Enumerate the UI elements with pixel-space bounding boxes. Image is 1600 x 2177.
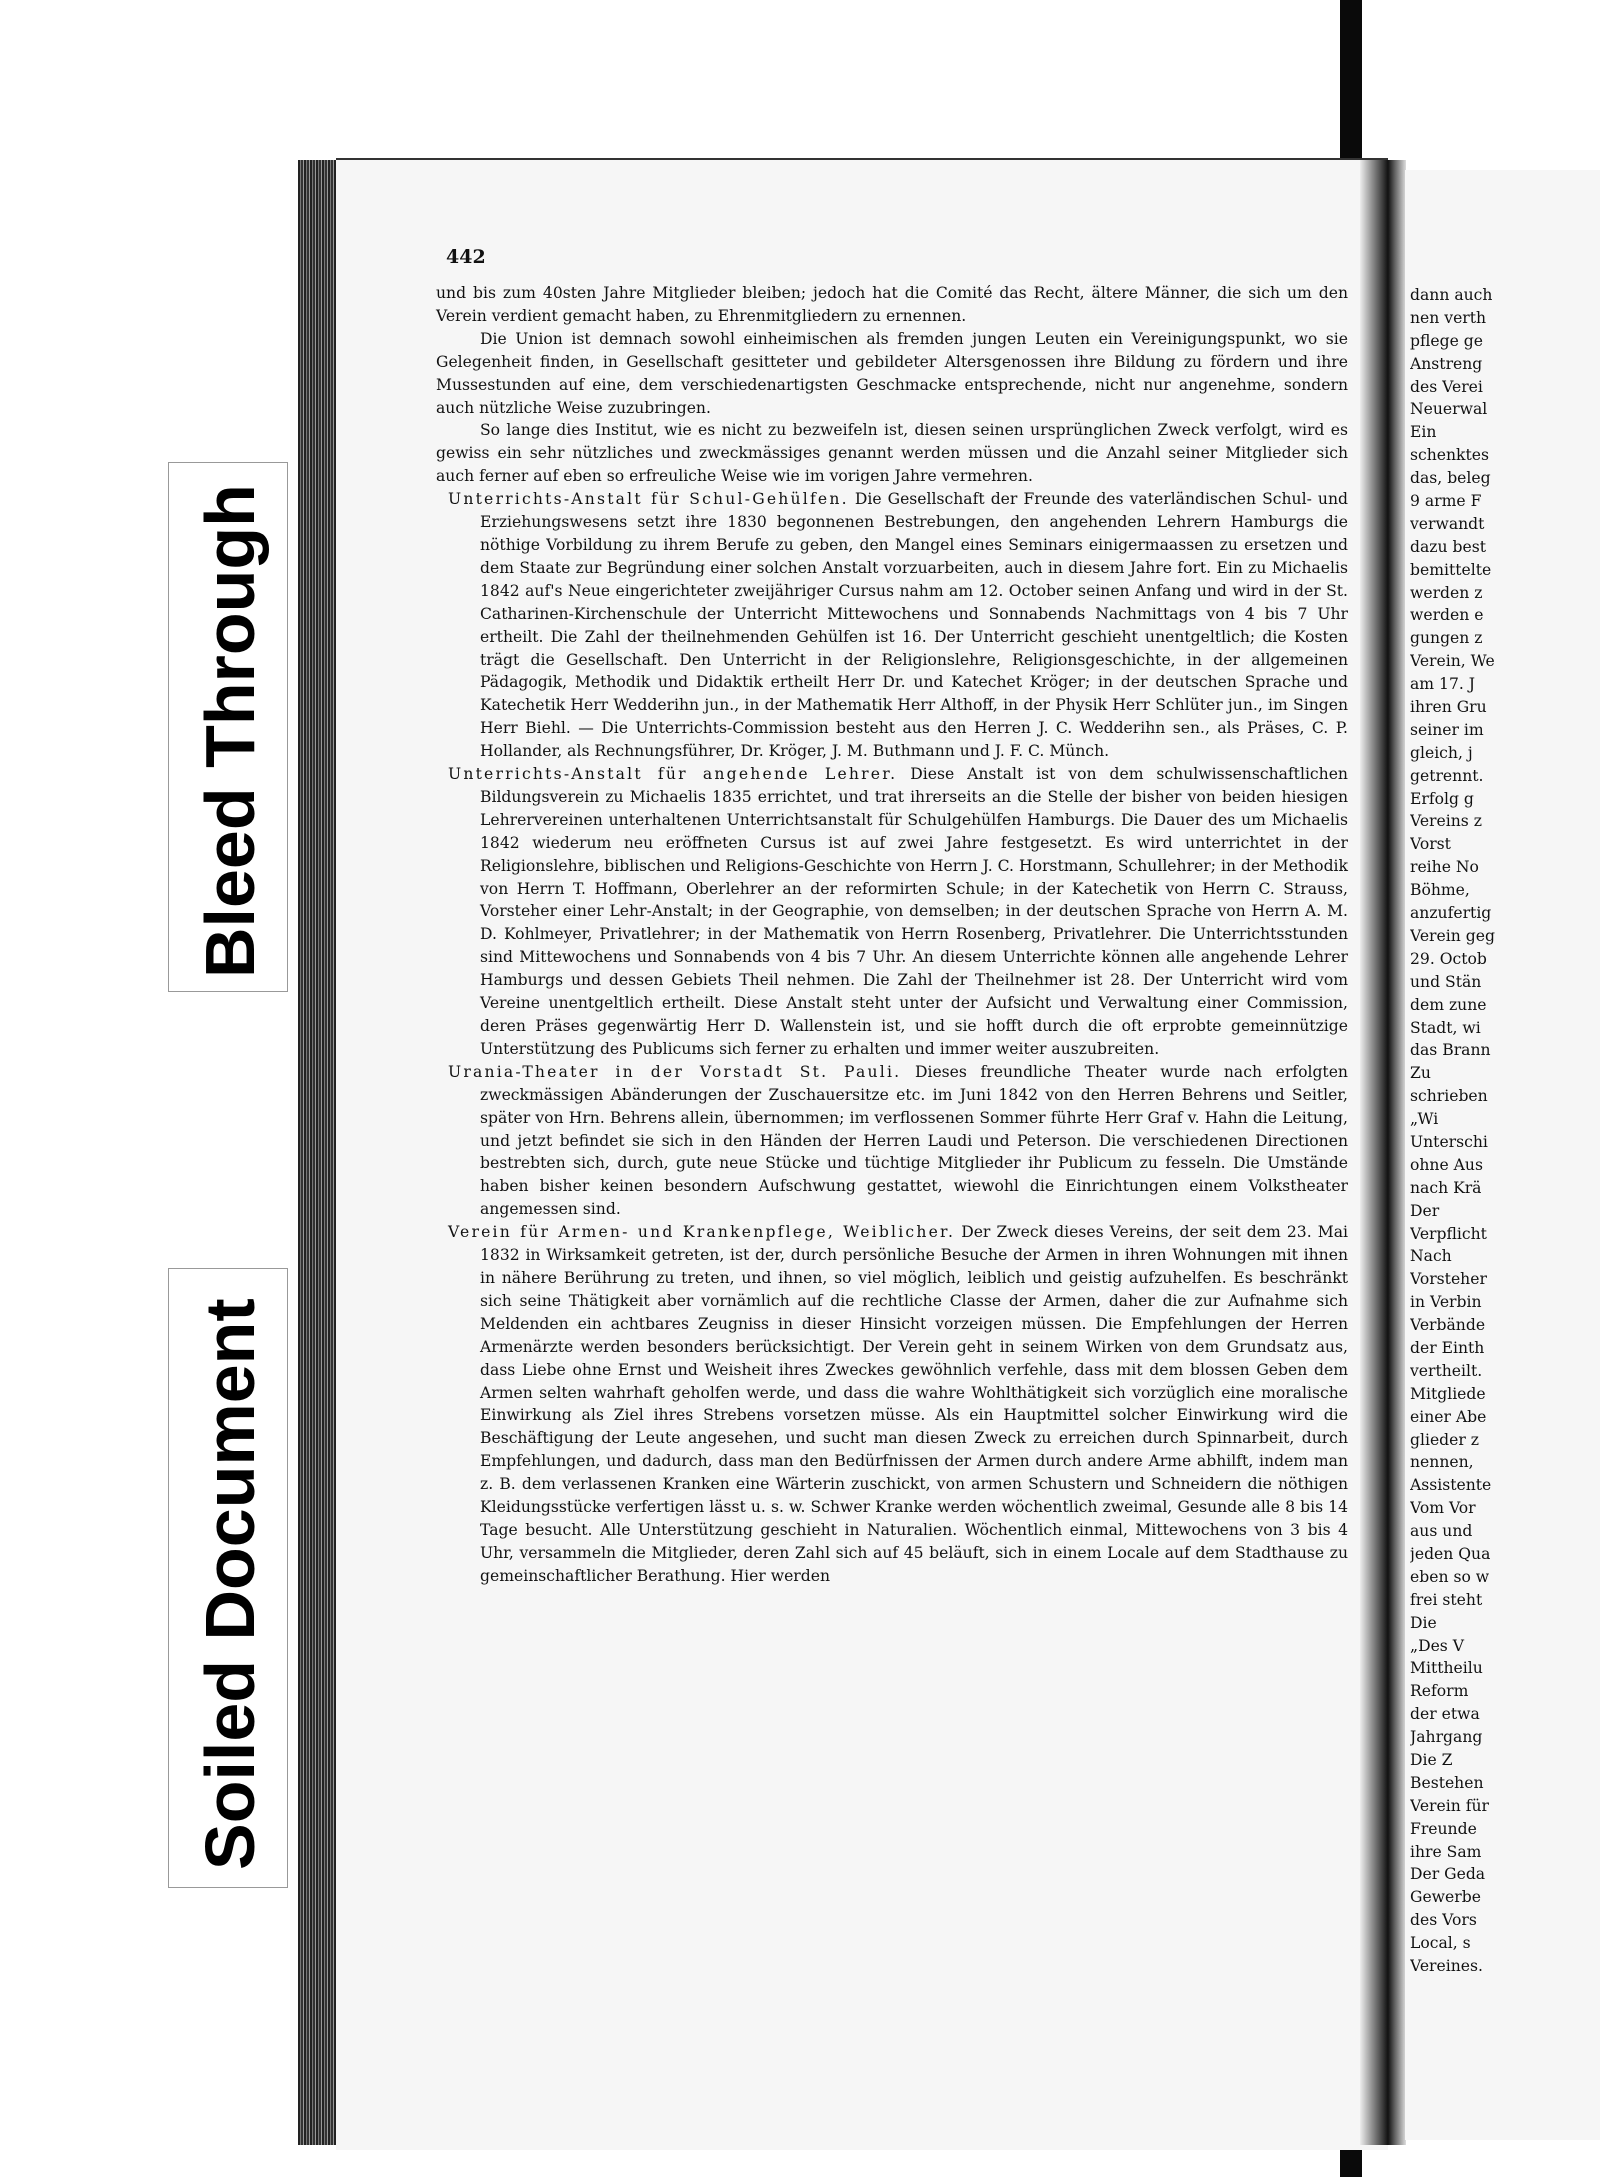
directory-entry bbox=[436, 488, 1348, 763]
facing-page-line: Verein für bbox=[1410, 1796, 1489, 1815]
facing-page-line: Neuerwal bbox=[1410, 400, 1488, 419]
entry-text: Diese Anstalt ist von dem schulwissenschaftlichen Bildungsverein zu Michaelis 1835 errichtet, und trat ihrerseits an die Stelle der bisher von beiden hiesigen Lehrervereinen unterhaltenen Unterrichtsanstalt für Schulgehülfen Hamburgs. Die Dauer des um Michaelis 1842 wiederum neu eröffneten Cursus ist auf zwei Jahre festgesetzt. Es wird unterrichtet in der Religionslehre, biblischen und Religions-Geschichte von Herrn J. C. Horstmann, Schullehrer; in der Methodik von Herrn T. Hoffmann, Oberlehrer an der reformirten Schule; in der Katechetik von Herrn C. Strauss, Vorsteher einer Lehr-Anstalt; in der Geographie, von demselben; in der deutschen Sprache von Herrn A. M. D. Kohlmeyer, Privatlehrer; in der Mathematik von Herrn Rosenberg, Privatlehrer. Die Unterrichtsstunden sind Mittewochens und Sonnabends von 4 bis 7 Uhr. An diesem Unterrichte können alle angehende Lehrer Hamburgs und dessen Gebiets Theil nehmen. Die Zahl der Theilnehmer ist 28. Der Unterricht wird vom Vereine unentgeltlich ertheilt. Diese Anstalt steht unter der Aufsicht und Verwaltung einer Commission, deren Präses gegenwärtig Herr D. Wallenstein ist, und sie hofft durch die oft erprobte gemeinnützige Unterstützung des Publicums sich ferner zu erhalten und immer weiter auszubreiten. bbox=[480, 765, 1348, 1058]
page-body-text bbox=[436, 282, 1348, 1588]
facing-page-line: Unterschi bbox=[1410, 1132, 1488, 1151]
facing-page-line: nen verth bbox=[1410, 308, 1487, 327]
facing-page-line: 9 arme F bbox=[1410, 492, 1482, 511]
facing-page-line: Reform bbox=[1410, 1682, 1469, 1701]
paragraph: Die Union ist demnach sowohl einheimischen als fremden jungen Leuten ein Vereinigungspunkt, wo sie Gelegenheit finden, in Gesellschaft gesitteter und gebildeter Altersgenossen ihre Bildung zu fördern und ihre Mussestunden auf eine, dem verschiedenartigsten Geschmacke entsprechende, nicht nur angenehme, sondern auch nützliche Weise zuzubringen. bbox=[436, 329, 1348, 417]
facing-page-line: Der bbox=[1410, 1201, 1440, 1220]
facing-page-line: seiner im bbox=[1410, 720, 1484, 739]
facing-page-line: pflege ge bbox=[1410, 331, 1483, 350]
facing-page-line: frei steht bbox=[1410, 1590, 1483, 1609]
facing-page-line: Freunde bbox=[1410, 1819, 1477, 1838]
facing-page-line: Der Geda bbox=[1410, 1865, 1486, 1884]
facing-page-line: „Des V bbox=[1410, 1636, 1465, 1655]
left-page-gutter-shadow bbox=[1360, 160, 1388, 2145]
facing-page-line: reihe No bbox=[1410, 858, 1479, 877]
paragraph: So lange dies Institut, wie es nicht zu bezweifeln ist, diesen seinen ursprünglichen Zweck verfolgt, wird es gewiss ein sehr nützliches und zweckmässiges genannt werden müssen und die Anzahl seiner Mitglieder sich auch ferner auf eben so erfreuliche Weise wie im vorigen Jahre vermehren. bbox=[436, 421, 1348, 486]
facing-page-line: des Verei bbox=[1410, 377, 1483, 396]
facing-page-line: Die Z bbox=[1410, 1751, 1453, 1769]
facing-page-line: und Stän bbox=[1410, 972, 1482, 991]
directory-entry bbox=[436, 763, 1348, 1061]
facing-page-line: das Brann bbox=[1410, 1041, 1491, 1060]
facing-page-line: Mittheilu bbox=[1410, 1659, 1483, 1678]
facing-page-line: des Vors bbox=[1410, 1911, 1477, 1930]
facing-page-line: Vom Vor bbox=[1410, 1499, 1476, 1518]
facing-page-line: getrennt. bbox=[1410, 766, 1484, 785]
facing-page-line: Zu bbox=[1410, 1064, 1431, 1083]
facing-page-line: verwandt bbox=[1410, 514, 1485, 533]
facing-page-line: Verpflicht bbox=[1410, 1224, 1487, 1243]
facing-page-line: dazu best bbox=[1410, 537, 1486, 556]
facing-page-line: dann auch bbox=[1410, 286, 1493, 304]
facing-page-line: ihre Sam bbox=[1410, 1842, 1482, 1861]
facing-page-line: Erfolg g bbox=[1410, 789, 1474, 808]
facing-page-line: 29. Octob bbox=[1410, 949, 1487, 968]
facing-page-line: „Wi bbox=[1410, 1110, 1439, 1129]
right-page-gutter bbox=[1388, 160, 1406, 2145]
entry-heading: Unterrichts-Anstalt für Schul-Gehülfen. bbox=[448, 490, 849, 509]
facing-page-line: Gewerbe bbox=[1410, 1888, 1481, 1907]
entry-text: Dieses freundliche Theater wurde nach erfolgten zweckmässigen Abänderungen der Zuschauersitze etc. im Juni 1842 von den Herren Behrens und Seitler, später von Hrn. Behrens allein, übernommen; im verflossenen Sommer führte Herr Graf v. Hahn die Leitung, und jetzt befindet sie sich in den Händen der Herren Laudi und Peterson. Die verschiedenen Directionen bestrebten sich, durch, gute neue Stücke und tüchtige Mitglieder ihr Publicum zu fesseln. Die Umstände haben bisher keinen besondern Aufschwung gestattet, wiewohl die Einrichtungen einem Volkstheater angemessen sind. bbox=[480, 1062, 1348, 1219]
facing-page-line: Anstreng bbox=[1410, 354, 1483, 373]
facing-page-line: dem zune bbox=[1410, 995, 1487, 1014]
facing-page-line: Die bbox=[1410, 1613, 1437, 1632]
facing-page-line: Vorsteher bbox=[1410, 1270, 1487, 1289]
facing-page-line: werden e bbox=[1410, 606, 1484, 625]
facing-page-line: schenktes bbox=[1410, 446, 1489, 465]
page-number: 442 bbox=[446, 246, 486, 268]
facing-page-line: gungen z bbox=[1410, 629, 1483, 648]
facing-page-line: einer Abe bbox=[1410, 1407, 1487, 1426]
directory-entry bbox=[436, 1061, 1348, 1221]
facing-page-line: Nach bbox=[1410, 1247, 1452, 1266]
facing-page-line: Mitgliede bbox=[1410, 1384, 1486, 1403]
facing-page-line: Verbände bbox=[1410, 1316, 1486, 1335]
entry-heading: Urania-Theater in der Vorstadt St. Pauli. bbox=[448, 1062, 902, 1081]
facing-page-line: Verein, We bbox=[1410, 652, 1495, 671]
entry-text: Der Zweck dieses Vereins, der seit dem 23. Mai 1832 in Wirksamkeit getreten, ist der, durch persönliche Besuche der Armen in ihren Wohnungen mit ihnen in nähere Berührung zu treten, und ihnen, so viel möglich, leiblich und geistig aufzuhelfen. Es beschränkt sich seine Thätigkeit aber vornämlich auf die rechtliche Classe der Armen, daher die zur Aufnahme sich Meldenden ein achtbares Zeugniss in dieser Hinsicht vorzeigen müssen. Die Empfehlungen der Herren Armenärzte werden besonders berücksichtigt. Der Verein geht in seinem Wirken von dem Grundsatz aus, dass Liebe ohne Ernst und Weisheit ihres Zweckes gewöhnlich verfehle, dass mit dem blossen Geben dem Armen selten wahrhaft geholfen werde, und dass die wahre Wohlthätigkeit sich vorzüglich eine moralische Einwirkung als Ziel ihres Strebens vorsetzen müsse. Als ein Hauptmittel solcher Einwirkung wird die Beschäftigung der Leute angesehen, und sucht man diesen Zweck zu erreichen durch Spinnarbeit, durch Empfehlungen, und dadurch, dass man den Bedürfnissen der Armen durch andere Arme abhilft, indem man z. B. dem verlassenen Kranken eine Wärterin zuschickt, von armen Schustern und Schneidern die nöthigen Kleidungsstücke verfertigen lässt u. s. w. Schwer Kranke werden wöchentlich zweimal, Gesunde alle 8 bis 14 Tage besucht. Alle Unterstützung geschieht in Naturalien. Wöchentlich einmal, Mittewochens von 3 bis 4 Uhr, versammeln die Mitglieder, deren Zahl sich auf 45 beläuft, sich in einem Locale auf dem Stadthause zu gemeinschaftlicher Berathung. Hier werden bbox=[480, 1223, 1349, 1585]
facing-page-line: in Verbin bbox=[1410, 1293, 1482, 1312]
facing-page-line: jeden Qua bbox=[1410, 1544, 1491, 1563]
entry-text: Die Gesellschaft der Freunde des vaterländischen Schul- und Erziehungswesens setzt ihre 1830 begonnenen Bestrebungen, den angehenden Lehrern Hamburgs die nöthige Vorbildung zu ihrem Berufe zu geben, den Mangel eines Seminars einigermaassen zu ersetzen und dem Staate zur Begründung einer solchen Anstalt vorzuarbeiten, auch in diesem Jahre fort. Ein zu Michaelis 1842 auf's Neue eingerichteter zweijähriger Cursus nahm am 12. October seinen Anfang und wird in der St. Catharinen-Kirchenschule der Unterricht Mittewochens und Sonnabends Nachmittags von 4 bis 7 Uhr ertheilt. Die Zahl der theilnehmenden Gehülfen ist 16. Der Unterricht geschieht unentgeltlich; die Kosten trägt die Gesellschaft. Den Unterricht in der Religionslehre, Religionsgeschichte, in der allgemeinen Pädagogik, Methodik und Didaktik ertheilt Herr Dr. und Katechet Kröger; in der deutschen Sprache und Katechetik Herr Wedderihn jun., in der Mathematik Herr Althoff, in der Physik Herr Schlüter jun., im Singen Herr Biehl. — Die Unterrichts-Commission besteht aus den Herren J. C. Wedderihn sen., als Präses, C. P. Hollander, als Rechnungsführer, Dr. Kröger, J. M. Buthmann und J. F. C. Münch. bbox=[480, 490, 1348, 761]
facing-page-line: aus und bbox=[1410, 1522, 1473, 1541]
facing-page-line: anzufertig bbox=[1410, 904, 1492, 923]
facing-page-line: Stadt, wi bbox=[1410, 1018, 1481, 1037]
facing-page-line: ohne Aus bbox=[1410, 1155, 1483, 1174]
facing-page-line: am 17. J bbox=[1410, 675, 1476, 694]
facing-page-line: schrieben bbox=[1410, 1087, 1488, 1106]
bleed-through-label: Bleed Through bbox=[191, 484, 269, 978]
facing-page-line: Vereines. bbox=[1410, 1957, 1483, 1976]
facing-page-line: werden z bbox=[1410, 583, 1483, 602]
facing-page-line: der etwa bbox=[1410, 1705, 1480, 1724]
facing-page-line: gleich, j bbox=[1410, 743, 1473, 762]
facing-page-line: eben so w bbox=[1410, 1567, 1490, 1586]
facing-page-line: bemittelte bbox=[1410, 560, 1492, 579]
facing-page-line: Vorst bbox=[1410, 835, 1451, 854]
facing-page-line: der Einth bbox=[1410, 1338, 1485, 1357]
facing-page-line: Assistente bbox=[1410, 1476, 1492, 1495]
facing-page-line: das, beleg bbox=[1410, 469, 1491, 488]
facing-page-line: nennen, bbox=[1410, 1453, 1474, 1472]
soiled-document-label: Soiled Document bbox=[191, 1298, 269, 1870]
page-edge-stack bbox=[298, 160, 338, 2145]
entry-heading: Verein für Armen- und Krankenpflege, Weiblicher. bbox=[448, 1223, 956, 1242]
facing-page-line: Ein bbox=[1410, 423, 1437, 442]
facing-page-line: Verein geg bbox=[1410, 926, 1495, 945]
facing-page-line: Vereins z bbox=[1410, 812, 1482, 831]
facing-page-line: vertheilt. bbox=[1410, 1361, 1483, 1380]
facing-page-line: ihren Gru bbox=[1410, 698, 1487, 717]
facing-page-line: glieder z bbox=[1410, 1430, 1480, 1449]
entry-heading: Unterrichts-Anstalt für angehende Lehrer. bbox=[448, 765, 898, 784]
facing-page-line: Böhme, bbox=[1410, 881, 1470, 900]
directory-entry bbox=[436, 1221, 1348, 1588]
paragraph: und bis zum 40sten Jahre Mitglieder bleiben; jedoch hat die Comité das Recht, ältere Männer, die sich um den Verein verdient gemacht haben, zu Ehrenmitgliedern zu ernennen. bbox=[436, 284, 1348, 325]
facing-page-line: Jahrgang bbox=[1410, 1728, 1483, 1747]
facing-page-fragment bbox=[1410, 284, 1600, 1978]
facing-page-line: Bestehen bbox=[1410, 1773, 1484, 1792]
facing-page-line: nach Krä bbox=[1410, 1178, 1482, 1197]
facing-page-line: Local, s bbox=[1410, 1934, 1471, 1953]
